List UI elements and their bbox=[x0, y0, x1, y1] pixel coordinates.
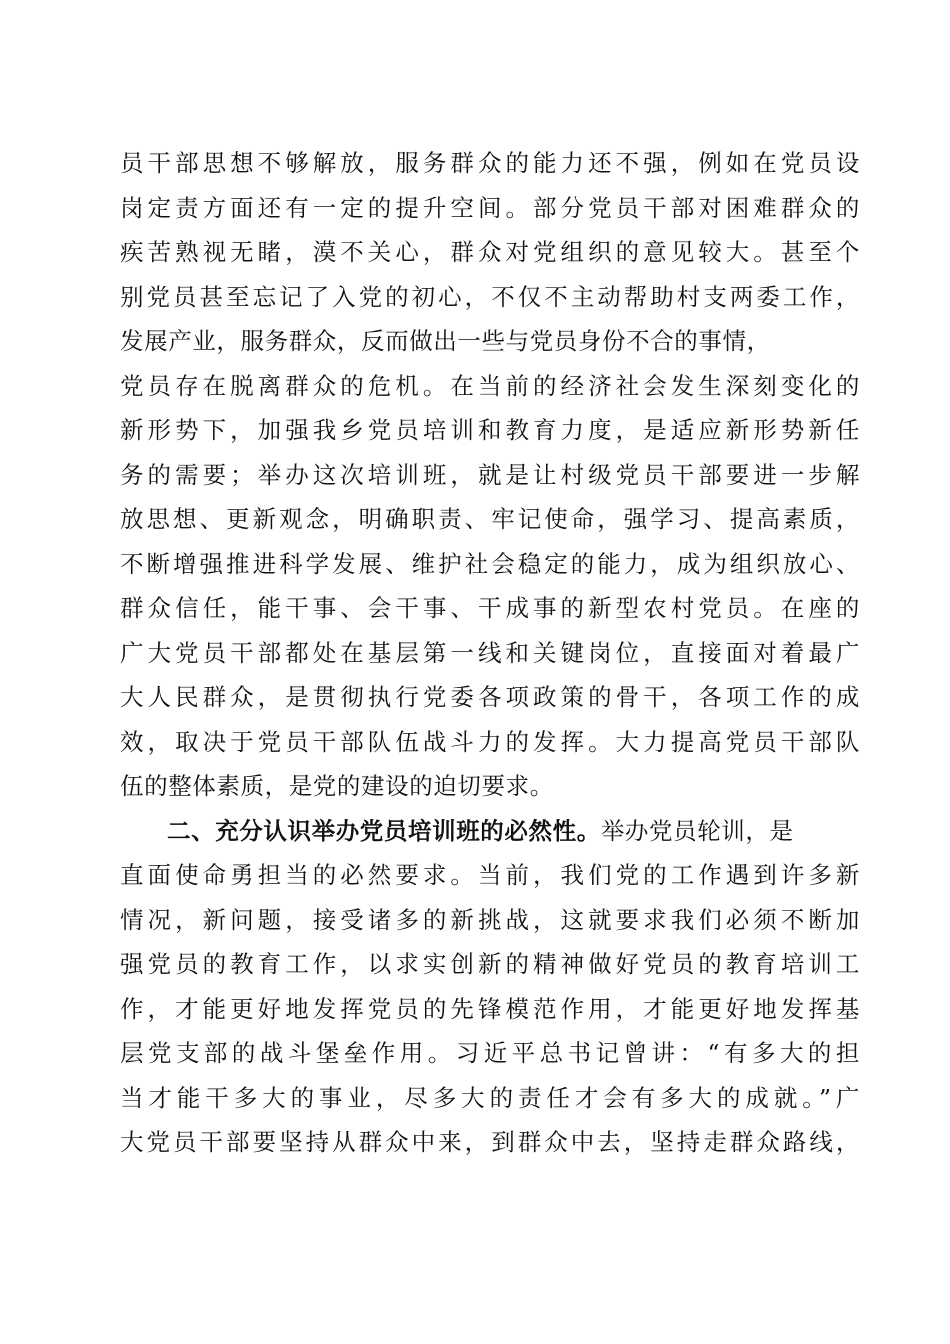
text-line: 新形势下，加强我乡党员培训和教育力度，是适应新形势新任 bbox=[120, 416, 860, 444]
body-text bbox=[120, 141, 860, 1165]
text-line: 放思想、更新观念，明确职责、牢记使命，强学习、提高素质， bbox=[120, 505, 860, 533]
text-line: 大党员干部要坚持从群众中来，到群众中去，坚持走群众路线， bbox=[120, 1128, 860, 1156]
paragraph-1 bbox=[120, 141, 860, 809]
text-line: 层党支部的战斗堡垒作用。习近平总书记曾讲：“有多大的担 bbox=[120, 1039, 860, 1067]
text-line: 作，才能更好地发挥党员的先锋模范作用，才能更好地发挥基 bbox=[120, 994, 860, 1023]
heading-line-rest: 举办党员轮训，是 bbox=[600, 816, 794, 845]
text-line bbox=[120, 809, 860, 854]
text-line: 岗定责方面还有一定的提升空间。部分党员干部对困难群众的 bbox=[120, 193, 860, 222]
text-line: 发展产业，服务群众，反而做出一些与党员身份不合的事情， bbox=[120, 327, 771, 355]
text-line: 不断增强推进科学发展、维护社会稳定的能力，成为组织放心、 bbox=[120, 549, 860, 578]
text-line: 当才能干多大的事业，尽多大的责任才会有多大的成就。”广 bbox=[120, 1083, 860, 1112]
paragraph-2 bbox=[120, 809, 860, 1165]
text-line: 强党员的教育工作，以求实创新的精神做好党员的教育培训工 bbox=[120, 950, 860, 978]
text-line: 伍的整体素质，是党的建设的迫切要求。 bbox=[120, 772, 554, 800]
section-heading: 二、充分认识举办党员培训班的必然性。 bbox=[167, 816, 601, 845]
text-line: 效，取决于党员干部队伍战斗力的发挥。大力提高党员干部队 bbox=[120, 727, 860, 756]
text-line: 别党员甚至忘记了入党的初心，不仅不主动帮助村支两委工作， bbox=[120, 282, 860, 311]
text-line: 群众信任，能干事、会干事、干成事的新型农村党员。在座的 bbox=[120, 594, 860, 622]
text-line: 员干部思想不够解放，服务群众的能力还不强，例如在党员设 bbox=[120, 149, 860, 177]
text-line: 疾苦熟视无睹，漠不关心，群众对党组织的意见较大。甚至个 bbox=[120, 238, 860, 266]
text-line: 务的需要；举办这次培训班，就是让村级党员干部要进一步解 bbox=[120, 460, 860, 489]
text-line: 广大党员干部都处在基层第一线和关键岗位，直接面对着最广 bbox=[120, 638, 860, 667]
text-line: 大人民群众，是贯彻执行党委各项政策的骨干，各项工作的成 bbox=[120, 683, 860, 711]
text-line: 情况，新问题，接受诸多的新挑战，这就要求我们必须不断加 bbox=[120, 905, 860, 934]
text-line: 直面使命勇担当的必然要求。当前，我们党的工作遇到许多新 bbox=[120, 861, 860, 889]
text-line: 党员存在脱离群众的危机。在当前的经济社会发生深刻变化的 bbox=[120, 371, 860, 400]
